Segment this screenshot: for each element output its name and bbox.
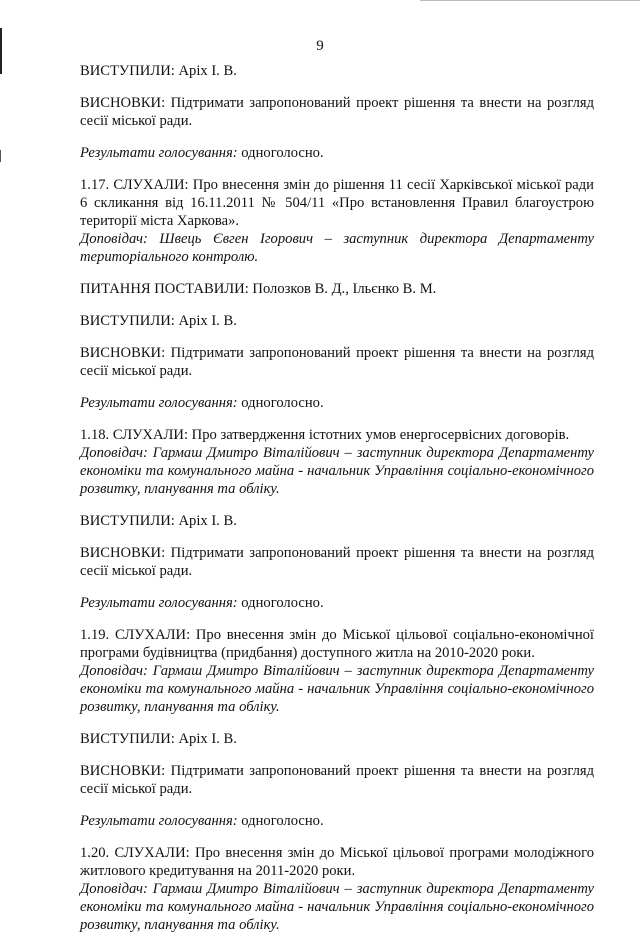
reporter-paragraph: Доповідач: Швець Євген Ігорович – заступник директора Департаменту територіального контролю.: [80, 231, 594, 265]
speakers-names: Аріх І. В.: [174, 63, 237, 79]
conclusions-paragraph: [80, 762, 594, 798]
scan-edge-line: [420, 0, 640, 1]
vote-result-line: [80, 594, 594, 612]
heard-item-text: Про затвердження істотних умов енергосервісних договорів.: [188, 427, 570, 443]
conclusions-text: Підтримати запропонований проект рішення та внести на розгляд сесії міської ради.: [80, 763, 594, 797]
conclusions-text: Підтримати запропонований проект рішення та внести на розгляд сесії міської ради.: [80, 345, 594, 379]
vote-result-value: одноголосно.: [237, 595, 324, 611]
heard-item-text: Про внесення змін до рішення 11 сесії Харківської міської ради 6 скликання від 16.11.2011 № 504/11 «Про встановлення Правил благоустрою території міста Харкова».: [80, 177, 594, 229]
heard-item-label: 1.18. СЛУХАЛИ:: [80, 427, 189, 443]
speakers-line: [80, 62, 594, 80]
document-body: [80, 62, 594, 948]
reporter-paragraph: Доповідач: Гармаш Дмитро Віталійович – заступник директора Департаменту економіки та комунального майна - начальник Управління соціально-економічного розвитку, планування та обліку.: [80, 445, 594, 497]
raised-questions-line: [80, 280, 594, 298]
raised-questions-label: ПИТАННЯ ПОСТАВИЛИ:: [80, 281, 249, 297]
speakers-label: ВИСТУПИЛИ:: [80, 63, 175, 79]
speakers-label: ВИСТУПИЛИ:: [80, 313, 175, 329]
speakers-label: ВИСТУПИЛИ:: [80, 513, 175, 529]
heard-item-text: Про внесення змін до Міської цільової програми молодіжного житлового кредитування на 2011-2020 роки.: [80, 845, 595, 879]
speakers-line: [80, 512, 594, 530]
conclusions-label: ВИСНОВКИ:: [80, 763, 166, 779]
speakers-names: Аріх І. В.: [174, 513, 237, 529]
heard-item-label: 1.17. СЛУХАЛИ:: [80, 177, 189, 193]
vote-result-line: [80, 812, 594, 830]
reporter-paragraph: Доповідач: Гармаш Дмитро Віталійович – заступник директора Департаменту економіки та комунального майна - начальник Управління соціально-економічного розвитку, планування та обліку.: [80, 663, 594, 715]
heard-item-paragraph: [80, 844, 594, 880]
heard-item-paragraph: [80, 426, 594, 444]
speakers-names: Аріх І. В.: [174, 313, 237, 329]
conclusions-text: Підтримати запропонований проект рішення та внести на розгляд сесії міської ради.: [80, 95, 594, 129]
heard-item-paragraph: [80, 626, 594, 662]
vote-result-label: Результати голосування:: [80, 813, 238, 829]
vote-result-label: Результати голосування:: [80, 595, 238, 611]
heard-item-label: 1.19. СЛУХАЛИ:: [80, 627, 191, 643]
speakers-names: Аріх І. В.: [174, 731, 237, 747]
page-number: 9: [316, 38, 324, 54]
speakers-line: [80, 312, 594, 330]
conclusions-paragraph: [80, 544, 594, 580]
vote-result-label: Результати голосування:: [80, 145, 238, 161]
heard-item-text: Про внесення змін до Міської цільової соціально-економічної програми будівництва (придбання) доступного житла на 2010-2020 роки.: [80, 627, 594, 661]
heard-item-label: 1.20. СЛУХАЛИ:: [80, 845, 190, 861]
conclusions-paragraph: [80, 94, 594, 130]
vote-result-label: Результати голосування:: [80, 395, 238, 411]
heard-item-paragraph: [80, 176, 594, 230]
speakers-label: ВИСТУПИЛИ:: [80, 731, 175, 747]
conclusions-text: Підтримати запропонований проект рішення та внести на розгляд сесії міської ради.: [80, 545, 594, 579]
scan-edge-mark: [0, 150, 1, 162]
conclusions-label: ВИСНОВКИ:: [80, 345, 166, 361]
vote-result-value: одноголосно.: [237, 145, 324, 161]
vote-result-line: [80, 144, 594, 162]
raised-questions-names: Полозков В. Д., Ільєнко В. М.: [248, 281, 437, 297]
conclusions-paragraph: [80, 344, 594, 380]
reporter-paragraph: Доповідач: Гармаш Дмитро Віталійович – заступник директора Департаменту економіки та комунального майна - начальник Управління соціально-економічного розвитку, планування та обліку.: [80, 881, 594, 933]
vote-result-line: [80, 394, 594, 412]
conclusions-label: ВИСНОВКИ:: [80, 95, 166, 111]
speakers-line: [80, 730, 594, 748]
vote-result-value: одноголосно.: [237, 813, 324, 829]
conclusions-label: ВИСНОВКИ:: [80, 545, 166, 561]
vote-result-value: одноголосно.: [237, 395, 324, 411]
